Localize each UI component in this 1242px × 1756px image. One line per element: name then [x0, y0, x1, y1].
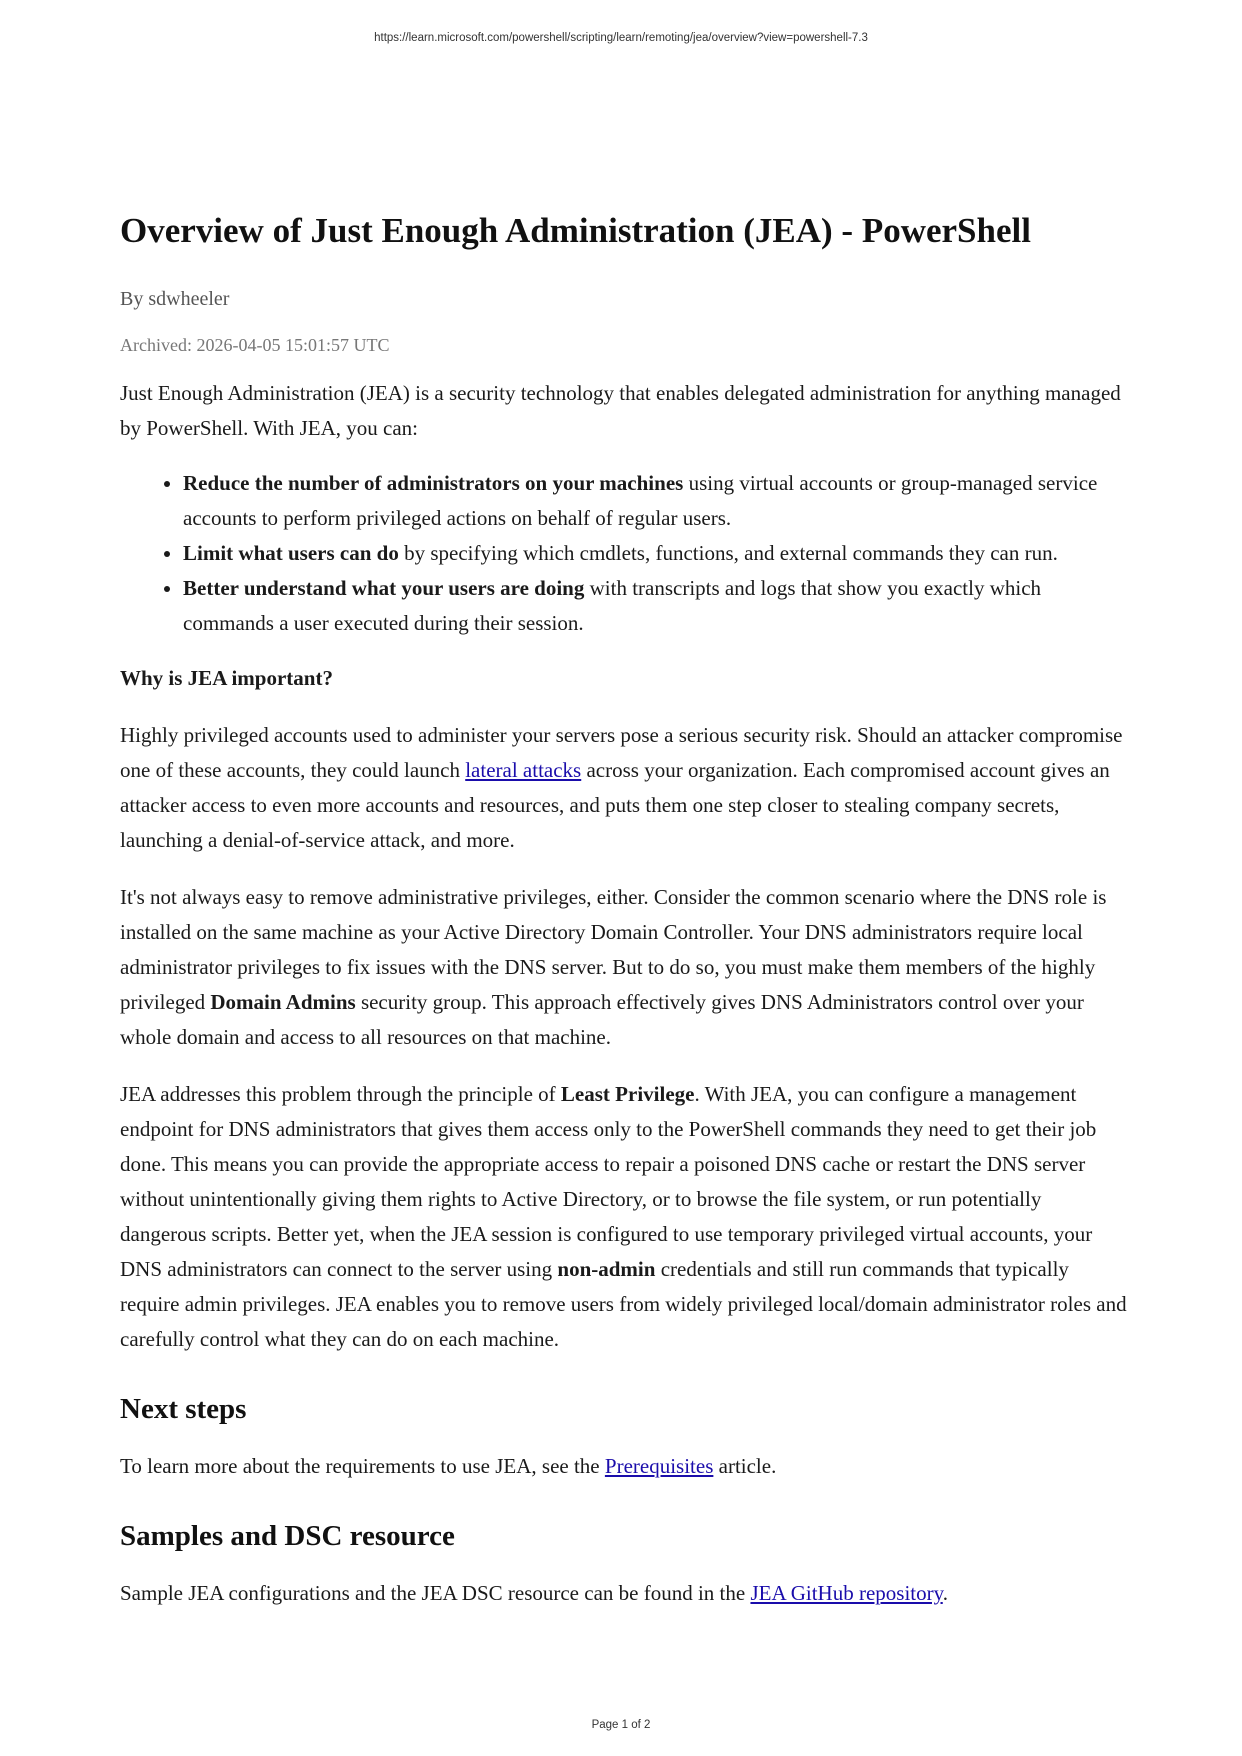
prerequisites-link[interactable]: Prerequisites — [604, 1454, 714, 1478]
benefits-list — [120, 466, 1130, 641]
list-item-text: using virtual accounts or group-managed service accounts to perform privileged actions on behalf of regular users. — [183, 471, 1098, 530]
page-url-header: https://learn.microsoft.com/powershell/scripting/learn/remoting/jea/overview?view=powershell-7.3 — [374, 32, 868, 44]
why-jea-heading: Why is JEA important? — [120, 666, 333, 690]
author-byline: By sdwheeler — [120, 288, 230, 310]
samples-heading: Samples and DSC resource — [120, 1520, 455, 1552]
bold-term-non-admin: non-admin — [557, 1257, 656, 1281]
page-title: Overview of Just Enough Administration (JEA) - PowerShell — [120, 211, 1031, 250]
lateral-attacks-link[interactable]: lateral attacks — [465, 758, 582, 782]
page-number-footer: Page 1 of 2 — [591, 1719, 651, 1731]
paragraph-text: credentials and still run commands that typically require admin privileges. JEA enables you to remove users from widely privileged local/domain administrator roles and carefully control what they can do on each machine. — [120, 1257, 1127, 1351]
paragraph-least-privilege — [120, 1077, 1130, 1357]
list-item — [183, 466, 1130, 536]
next-steps-heading: Next steps — [120, 1393, 247, 1425]
archived-timestamp: Archived: 2026-04-05 15:01:57 UTC — [120, 335, 390, 355]
list-item-bold: Limit what users can do — [183, 541, 399, 565]
list-item — [183, 571, 1130, 641]
intro-paragraph: Just Enough Administration (JEA) is a security technology that enables delegated administration for anything managed by PowerShell. With JEA, you can: — [120, 381, 1121, 440]
list-item-text: with transcripts and logs that show you exactly which commands a user executed during their session. — [183, 576, 1042, 635]
paragraph-text: Sample JEA configurations and the JEA DSC resource can be found in the — [120, 1581, 751, 1605]
list-item-text: by specifying which cmdlets, functions, and external commands they can run. — [398, 541, 1058, 565]
paragraph-text: . — [942, 1581, 948, 1605]
paragraph-text: JEA addresses this problem through the principle of — [120, 1082, 561, 1106]
paragraph-text: security group. This approach effectively gives DNS Administrators control over your whole domain and access to all resources on that machine. — [120, 990, 1084, 1049]
paragraph-text: article. — [713, 1454, 777, 1478]
paragraph-lateral-attacks — [120, 718, 1130, 858]
paragraph-text: across your organization. Each compromised account gives an attacker access to even more accounts and resources, and puts them one step closer to stealing company secrets, launching a denial-of-service attack, and more. — [120, 758, 1110, 852]
list-item — [183, 536, 1130, 571]
paragraph-text: To learn more about the requirements to use JEA, see the — [120, 1454, 605, 1478]
samples-paragraph — [120, 1576, 1130, 1611]
paragraph-text: Highly privileged accounts used to administer your servers pose a serious security risk. Should an attacker compromise one of these accounts, they could launch — [120, 723, 1123, 782]
paragraph-text: . With JEA, you can configure a management endpoint for DNS administrators that gives them access only to the PowerShell commands they need to get their job done. This means you can provide the appropriate access to repair a poisoned DNS cache or restart the DNS server without unintentionally giving them rights to Active Directory, or to browse the file system, or run potentially dangerous scripts. Better yet, when the JEA session is configured to use temporary privileged virtual accounts, your DNS administrators can connect to the server using — [120, 1082, 1097, 1281]
bold-term-domain-admins: Domain Admins — [210, 990, 356, 1014]
bold-term-least-privilege: Least Privilege — [560, 1082, 695, 1106]
next-steps-paragraph — [120, 1449, 1130, 1484]
list-item-bold: Better understand what your users are doing — [183, 576, 585, 600]
article-content — [120, 210, 1130, 1611]
paragraph-text: It's not always easy to remove administrative privileges, either. Consider the common scenario where the DNS role is installed on the same machine as your Active Directory Domain Controller. Your DNS administrators require local administrator privileges to fix issues with the DNS server. But to do so, you must make them members of the highly privileged — [120, 885, 1107, 1014]
list-item-bold: Reduce the number of administrators on your machines — [183, 471, 684, 495]
jea-github-repository-link[interactable]: JEA GitHub repository — [750, 1581, 943, 1605]
paragraph-domain-admins — [120, 880, 1130, 1055]
